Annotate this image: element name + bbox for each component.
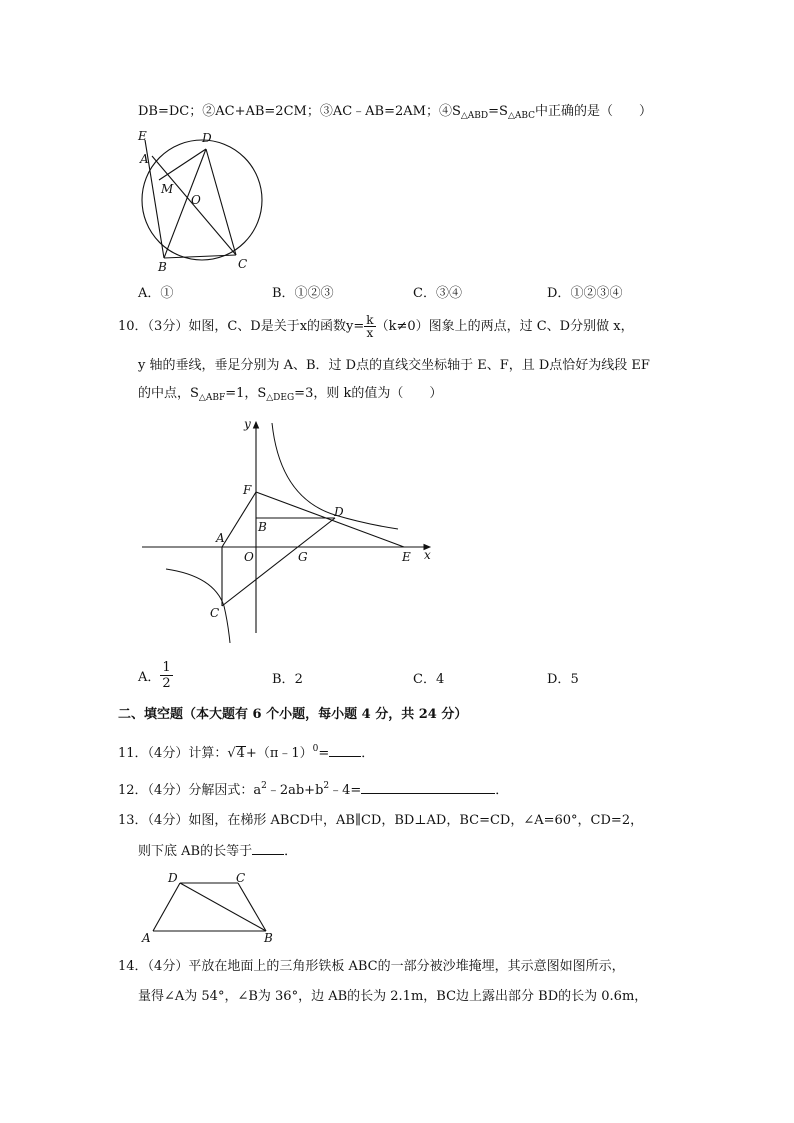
- q10-option-a[interactable]: A． $\frac{1}{2}$: [138, 660, 171, 691]
- q10-line1: 10．（3分）如图，C、D是关于x的函数y= $\frac{k}{x}$ （k≠0）图象上的两点，过 C、D分别做 x，: [118, 313, 634, 340]
- q10-label-x: x: [424, 548, 431, 562]
- q10-label-d: D: [334, 505, 344, 519]
- q13-answer-blank[interactable]: [252, 842, 284, 855]
- q9-option-c[interactable]: C．③④: [413, 286, 462, 301]
- q10-line3: 的中点，$S_{\triangle ABF}=1$，$S_{\triangle DEG}=3$，则 k的值为（ ）: [138, 386, 443, 403]
- q9-option-d[interactable]: D．①②③④: [547, 286, 623, 301]
- q13-line2: 则下底 AB的长等于 ．: [138, 844, 298, 859]
- q9-option-a[interactable]: A．①: [138, 286, 174, 301]
- q9-label-e: E: [138, 129, 147, 143]
- q12-answer-blank[interactable]: [361, 781, 495, 794]
- q10-coordinate-figure: [140, 418, 440, 648]
- q13-label-a: A: [142, 931, 151, 945]
- q14-line2: 量得∠A为 54°，∠B为 36°，边 AB的长为 2.1m，BC边上露出部分 BD的长为 0.6m，: [138, 989, 648, 1004]
- q10-label-g: G: [298, 550, 308, 564]
- q13-label-b: B: [264, 931, 273, 945]
- q10-label-o: O: [244, 550, 254, 564]
- q10-option-a-fraction: $\frac{1}{2}$: [162, 660, 171, 691]
- q9-label-m: M: [161, 182, 174, 196]
- q9-statement: DB=DC；②AC+AB=2CM；③AC﹣AB=2AM；$④S_{\triangle ABD}=S_{\triangle ABC}$中正确的是（ ）: [138, 104, 653, 121]
- q10-line2: y 轴的垂线，垂足分别为 A、B．过 D点的直线交坐标轴于 E、F，且 D点恰好为线段 EF: [138, 358, 650, 373]
- q10-label-f: F: [243, 483, 252, 497]
- q13-line1: 13．（4分）如图，在梯形 ABCD中，AB∥CD，BD⊥AD，BC=CD，∠A=60°，CD=2，: [118, 813, 644, 828]
- q10-label-c: C: [210, 606, 220, 620]
- q9-label-d: D: [202, 131, 212, 145]
- q10-label-b: B: [258, 520, 267, 534]
- q11-answer-blank[interactable]: [329, 744, 361, 757]
- q9-statement-head: DB=DC；②AC+AB=2CM；③AC﹣AB=2AM；④S: [138, 104, 461, 119]
- q10-option-d[interactable]: D．5: [547, 672, 579, 687]
- q10-label-e: E: [402, 550, 411, 564]
- q12: 12．（4分）分解因式：$a^2﹣2ab+b^2﹣4=$ ．: [118, 781, 509, 798]
- section-2-title: 二、填空题（本大题有 6 个小题，每小题 4 分，共 24 分）: [118, 707, 468, 722]
- q9-label-o: O: [191, 193, 201, 207]
- q14-line1: 14．（4分）平放在地面上的三角形铁板 ABC的一部分被沙堆掩埋，其示意图如图所示，: [118, 959, 625, 974]
- q13-label-d: D: [168, 871, 178, 885]
- q11-radicand: 4: [236, 746, 245, 761]
- q10-number: 10．: [118, 319, 148, 334]
- q10-label-y: y: [244, 417, 251, 431]
- q13-trapezoid-figure: [138, 868, 288, 943]
- q13-label-c: C: [236, 871, 246, 885]
- q9-option-b[interactable]: B．①②③: [272, 286, 334, 301]
- q10-score: （3分）: [147, 319, 189, 334]
- q9-circle-figure: [136, 128, 296, 273]
- q11: 11．（4分）计算：√4+（π﹣1）$^0$= ．: [118, 744, 375, 761]
- q10-option-b[interactable]: B．2: [272, 672, 303, 687]
- q9-s1-sub: △ABD: [460, 111, 489, 121]
- q9-label-b: B: [158, 260, 167, 274]
- q9-label-a: A: [140, 152, 149, 166]
- q10-option-c[interactable]: C．4: [413, 672, 445, 687]
- q10-fraction: $\frac{k}{x}$: [366, 313, 374, 340]
- q9-statement-tail: 中正确的是（ ）: [535, 104, 653, 119]
- q10-label-a: A: [216, 531, 225, 545]
- q9-s2-sub: △ABC: [507, 111, 536, 121]
- q9-label-c: C: [238, 257, 248, 271]
